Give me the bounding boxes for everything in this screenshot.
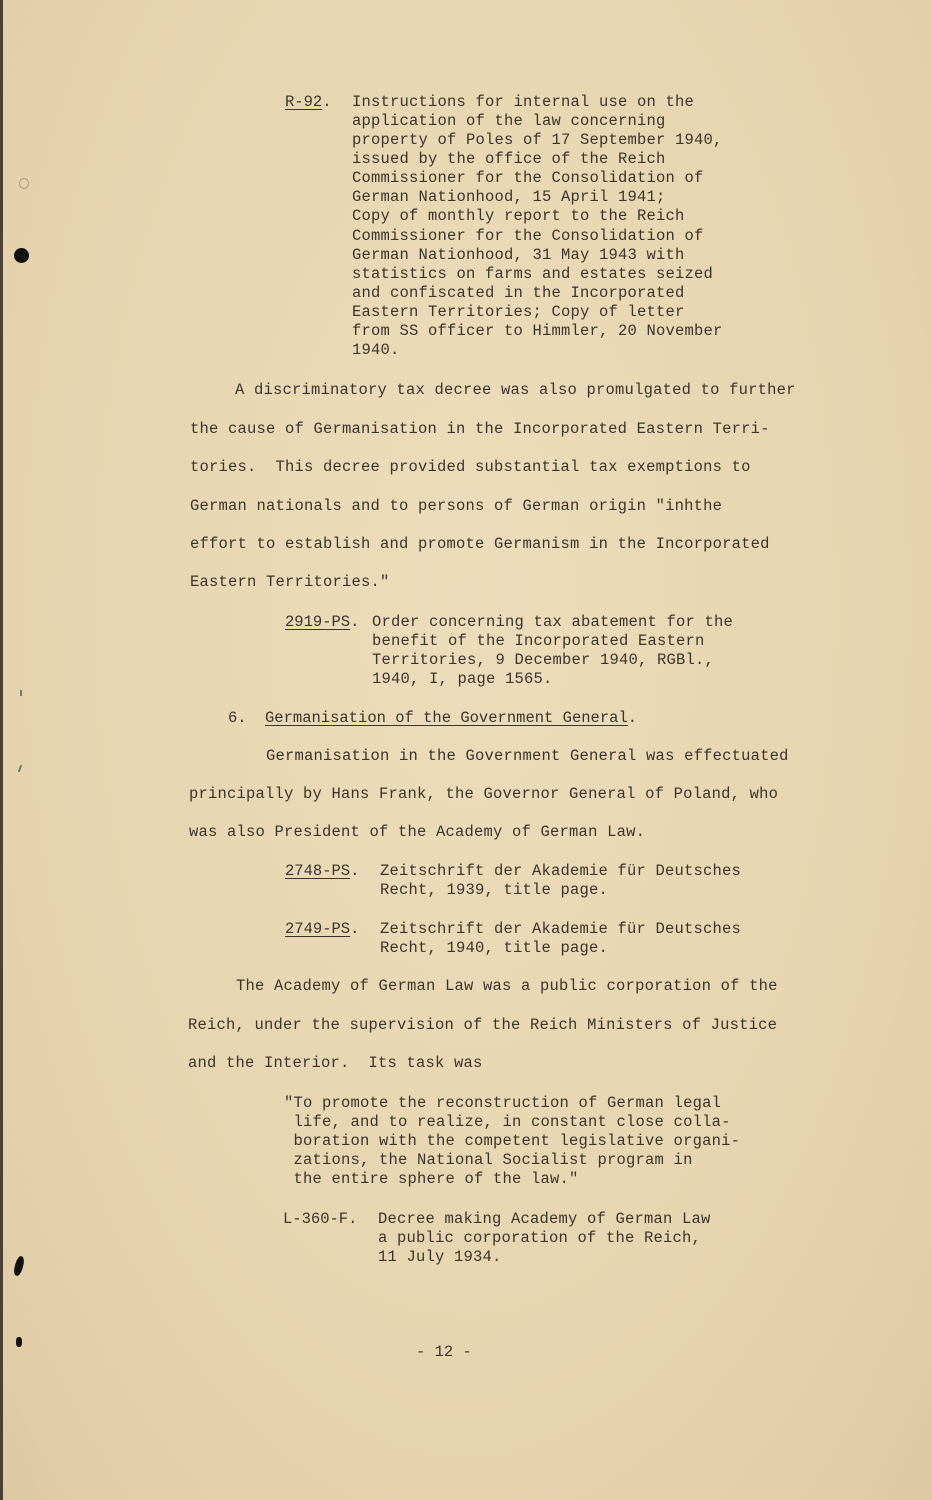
citation-ref: L-360-F.: [283, 1210, 358, 1228]
quote-line: the entire sphere of the law.": [284, 1170, 579, 1188]
paragraph-line: tories. This decree provided substantial tax exemptions to: [190, 458, 751, 476]
paragraph-line: Reich, under the supervision of the Reich Ministers of Justice: [188, 1016, 778, 1034]
citation-line: and confiscated in the Incorporated: [352, 284, 685, 302]
citation-line: statistics on farms and estates seized: [352, 265, 714, 283]
citation-line: Copy of monthly report to the Reich: [352, 207, 685, 225]
stray-mark: [20, 690, 22, 696]
citation-line: Eastern Territories; Copy of letter: [352, 303, 685, 321]
citation-line: Order concerning tax abatement for the: [372, 613, 734, 631]
paragraph-line: was also President of the Academy of German Law.: [189, 823, 646, 841]
citation-line: 1940.: [352, 341, 400, 359]
paragraph-line: A discriminatory tax decree was also promulgated to further: [235, 381, 796, 399]
citation-line: issued by the office of the Reich: [352, 150, 666, 168]
paragraph-line: the cause of Germanisation in the Incorporated Eastern Terri-: [190, 420, 770, 438]
page-number: - 12 -: [416, 1343, 472, 1361]
paragraph-line: Germanisation in the Government General was effectuated: [266, 747, 789, 765]
ink-blot-mark: [16, 1337, 22, 1347]
paragraph-line: and the Interior. Its task was: [188, 1054, 483, 1072]
citation-line: Commissioner for the Consolidation of: [352, 169, 704, 187]
punch-hole-ring-mark: [19, 178, 29, 189]
citation-line: Instructions for internal use on the: [352, 93, 695, 111]
citation-line: Recht, 1939, title page.: [380, 881, 609, 899]
citation-line: Recht, 1940, title page.: [380, 939, 609, 957]
citation-line: from SS officer to Himmler, 20 November: [352, 322, 723, 340]
paragraph-line: principally by Hans Frank, the Governor General of Poland, who: [189, 785, 779, 803]
section-number: 6.: [228, 709, 247, 727]
citation-line: Zeitschrift der Akademie für Deutsches: [380, 920, 742, 938]
citation-line: 1940, I, page 1565.: [372, 670, 553, 688]
paragraph-line: Eastern Territories.": [190, 573, 390, 591]
citation-line: 11 July 1934.: [378, 1248, 502, 1266]
citation-line: property of Poles of 17 September 1940,: [352, 131, 723, 149]
page-edge-shadow: [0, 0, 3, 1500]
quote-line: zations, the National Socialist program in: [284, 1151, 693, 1169]
citation-ref: 2919-PS.: [285, 613, 360, 631]
citation-ref: R-92.: [285, 93, 332, 111]
citation-line: German Nationhood, 31 May 1943 with: [352, 246, 685, 264]
stray-mark: [18, 765, 22, 772]
quote-line: boration with the competent legislative organi-: [284, 1132, 741, 1150]
ink-blot-mark: [13, 1255, 26, 1276]
quote-line: "To promote the reconstruction of German legal: [284, 1094, 722, 1112]
citation-line: application of the law concerning: [352, 112, 666, 130]
section-title: Germanisation of the Government General.: [265, 709, 638, 727]
paragraph-line: effort to establish and promote Germanism in the Incorporated: [190, 535, 770, 553]
citation-line: benefit of the Incorporated Eastern: [372, 632, 705, 650]
paragraph-line: German nationals and to persons of German origin "inhthe: [190, 497, 723, 515]
ink-dot-mark: [14, 248, 29, 263]
paragraph-line: The Academy of German Law was a public corporation of the: [236, 977, 778, 995]
citation-line: German Nationhood, 15 April 1941;: [352, 188, 666, 206]
quote-line: life, and to realize, in constant close colla-: [284, 1113, 731, 1131]
citation-line: Commissioner for the Consolidation of: [352, 227, 704, 245]
citation-line: Territories, 9 December 1940, RGBl.,: [372, 651, 715, 669]
citation-line: Zeitschrift der Akademie für Deutsches: [380, 862, 742, 880]
citation-ref: 2749-PS.: [285, 920, 360, 938]
citation-ref: 2748-PS.: [285, 862, 360, 880]
citation-line: a public corporation of the Reich,: [378, 1229, 702, 1247]
citation-line: Decree making Academy of German Law: [378, 1210, 711, 1228]
